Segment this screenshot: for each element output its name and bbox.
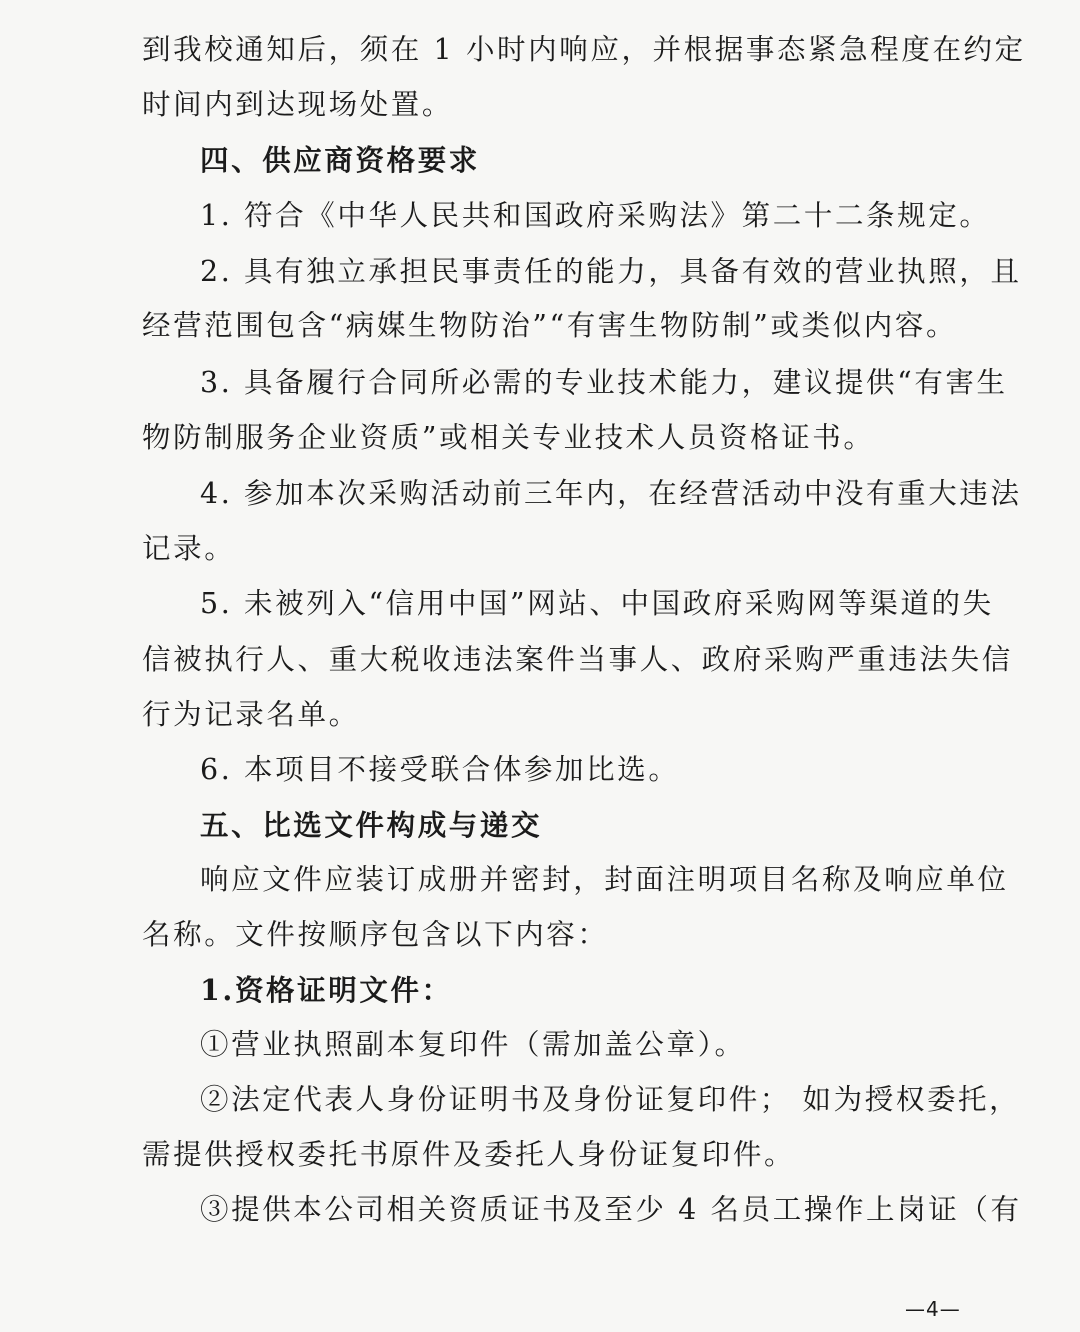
- text-line: 5. 未被列入“信用中国”网站、中国政府采购网等渠道的失: [200, 587, 994, 620]
- text-line: 3. 具备履行合同所必需的专业技术能力，建议提供“有害生: [200, 366, 1008, 399]
- text-line: 4. 参加本次采购活动前三年内，在经营活动中没有重大违法: [200, 477, 1022, 510]
- text-line: 记录。: [142, 532, 236, 565]
- section-heading: 五、比选文件构成与递交: [200, 808, 543, 842]
- section-heading: 四、供应商资格要求: [200, 143, 480, 177]
- text-line: 信被执行人、重大税收违法案件当事人、政府采购严重违法失信: [142, 643, 1013, 676]
- text-line: 6. 本项目不接受联合体参加比选。: [200, 753, 680, 786]
- text-line: 2. 具有独立承担民事责任的能力，具备有效的营业执照，且: [200, 255, 1022, 288]
- text-line: 时间内到达现场处置。: [142, 88, 454, 121]
- page-number: —4—: [905, 1297, 961, 1321]
- text-line: 名称。文件按顺序包含以下内容：: [142, 918, 609, 951]
- text-line: 行为记录名单。: [142, 698, 360, 731]
- subsection-heading: 1.资格证明文件：: [200, 973, 453, 1007]
- text-line: 到我校通知后，须在 1 小时内响应，并根据事态紧急程度在约定: [142, 33, 1026, 66]
- text-line: ②法定代表人身份证明书及身份证复印件； 如为授权委托，: [200, 1083, 1021, 1116]
- text-line: ①营业执照副本复印件（需加盖公章）。: [200, 1028, 746, 1061]
- text-line: ③提供本公司相关资质证书及至少 4 名员工操作上岗证（有: [200, 1193, 1022, 1226]
- text-line: 需提供授权委托书原件及委托人身份证复印件。: [142, 1138, 796, 1171]
- text-line: 1. 符合《中华人民共和国政府采购法》第二十二条规定。: [200, 199, 991, 232]
- text-line: 经营范围包含“病媒生物防治”“有害生物防制”或类似内容。: [142, 309, 958, 342]
- text-line: 物防制服务企业资质”或相关专业技术人员资格证书。: [142, 421, 875, 454]
- text-line: 响应文件应装订成册并密封，封面注明项目名称及响应单位: [200, 863, 1009, 896]
